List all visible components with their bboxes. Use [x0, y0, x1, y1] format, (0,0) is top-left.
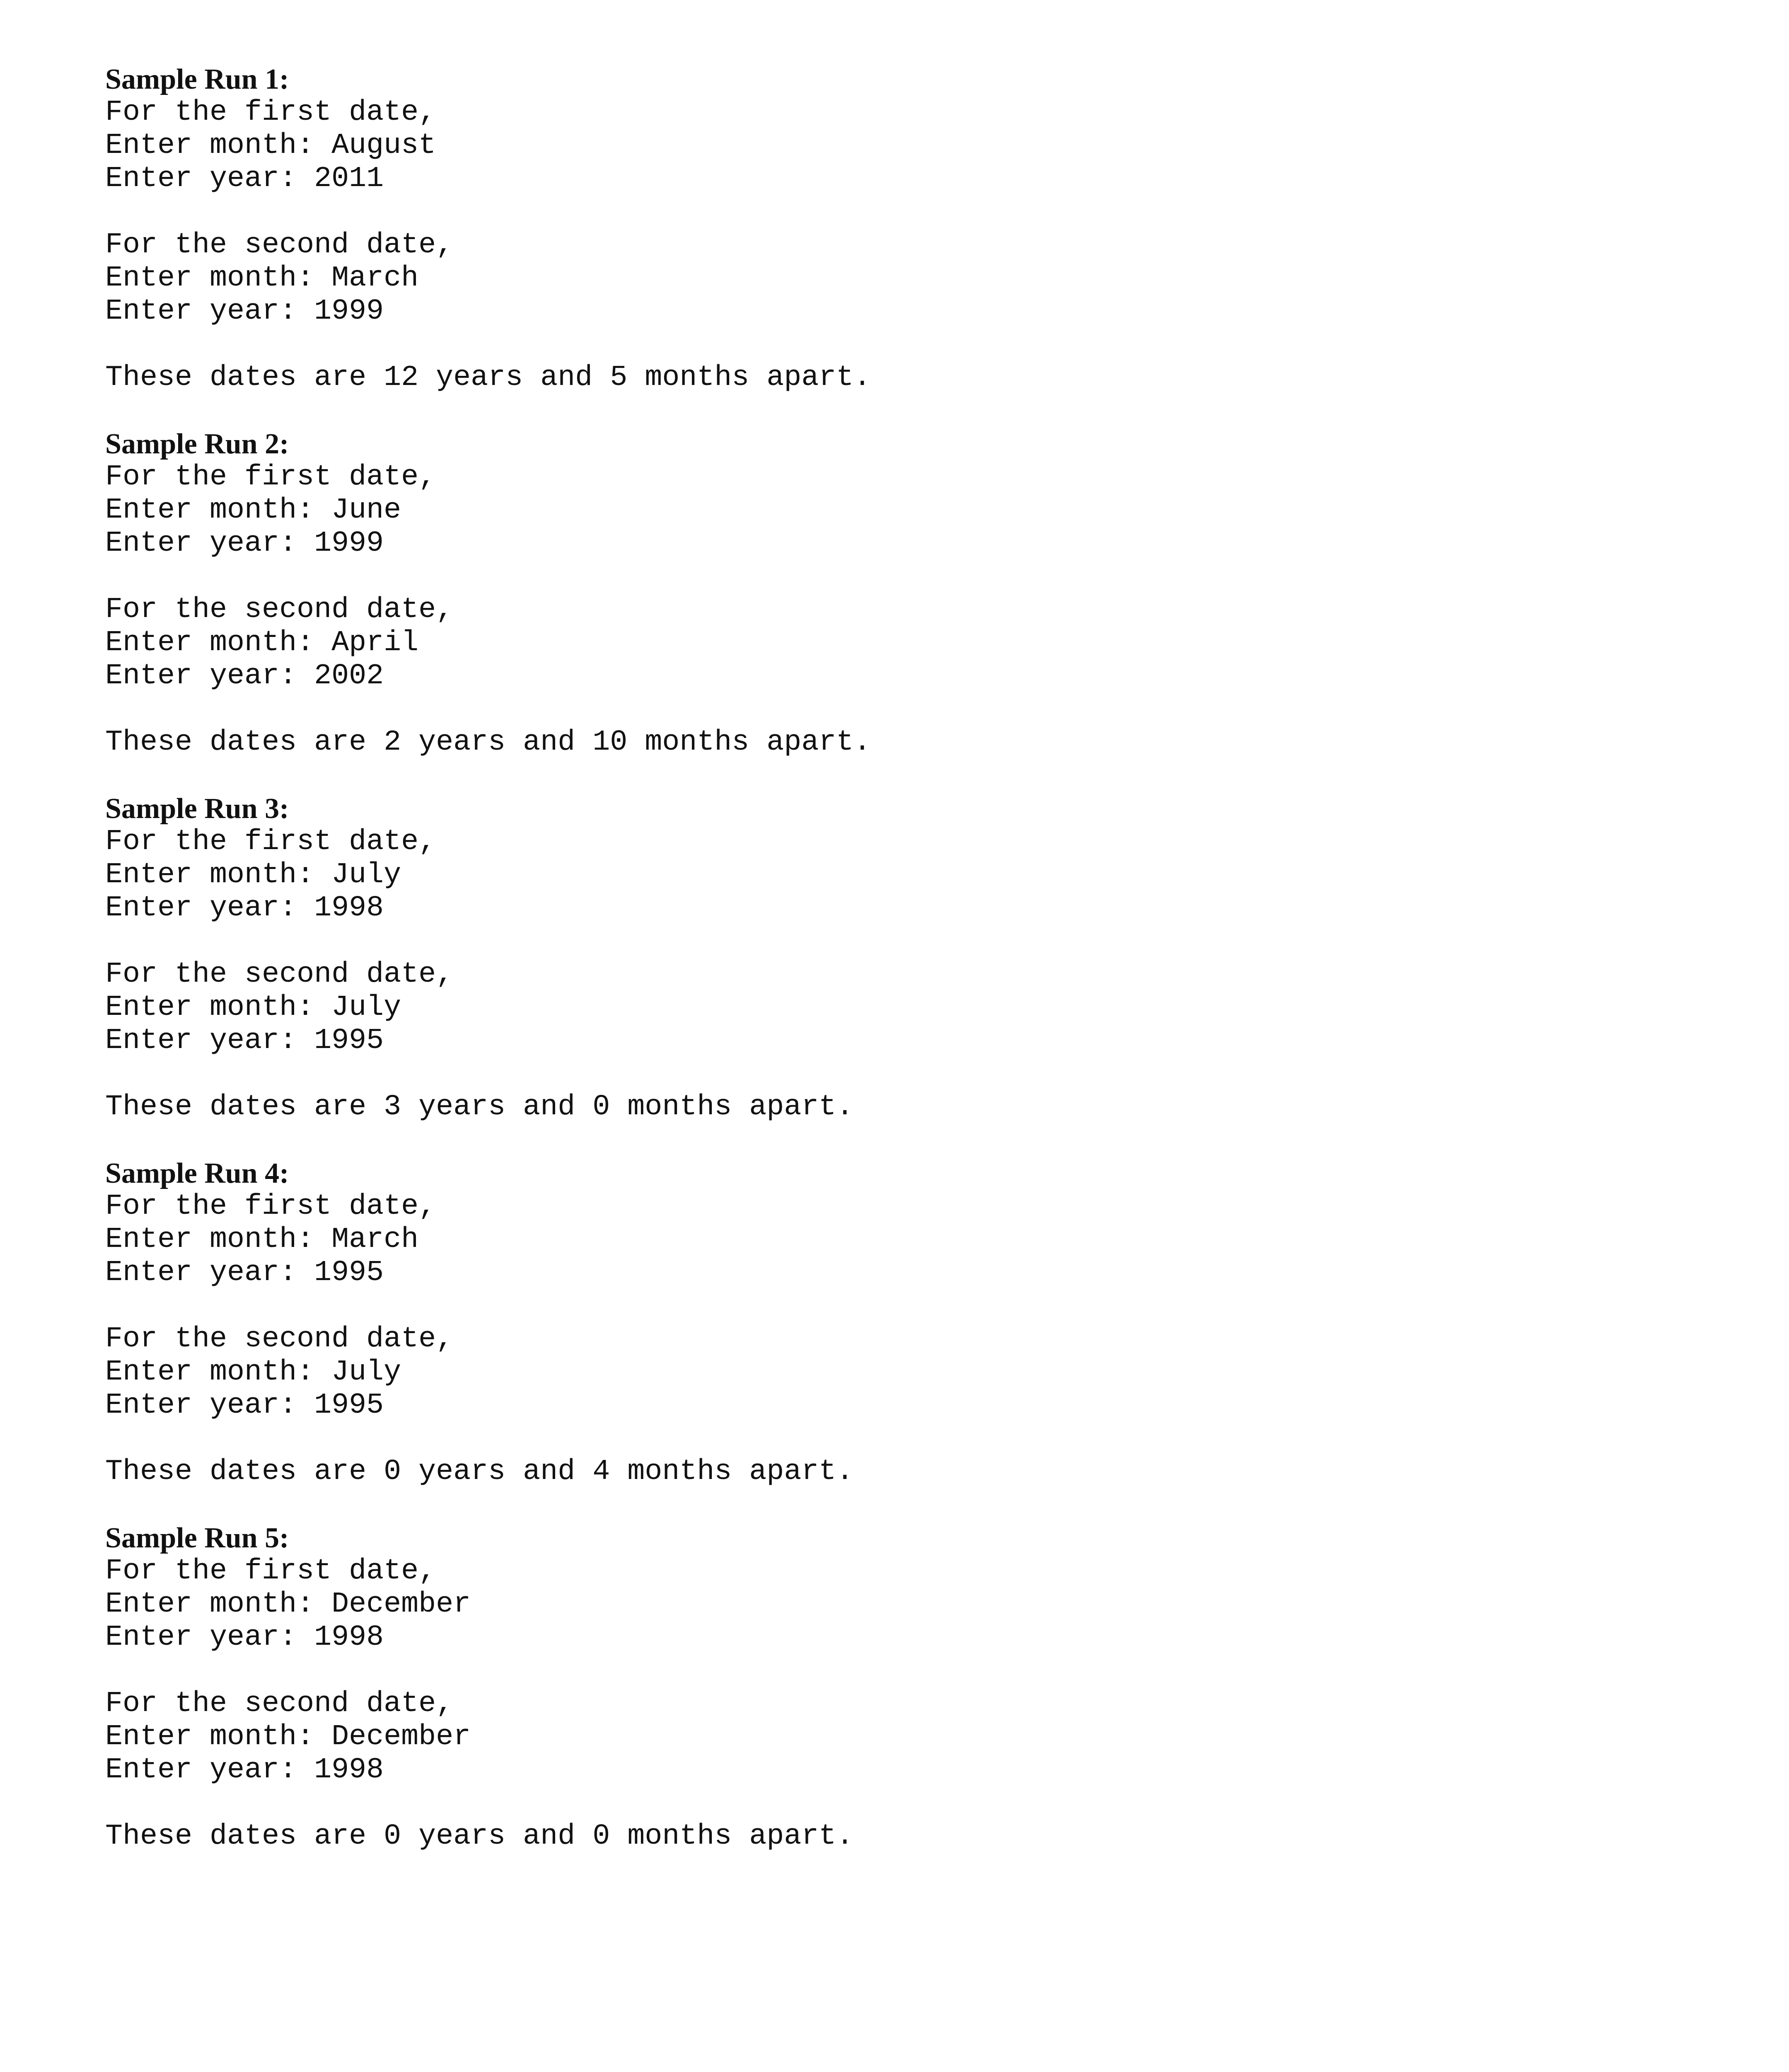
- first-year-line: Enter year: 1998: [105, 1621, 384, 1654]
- first-month-line: Enter month: March: [105, 1223, 419, 1256]
- blank-line: [105, 196, 871, 229]
- first-date-prompt: For the first date,: [105, 96, 436, 129]
- second-year-line: Enter year: 1995: [105, 1024, 384, 1057]
- blank-line: [105, 1787, 853, 1820]
- second-year-line: Enter year: 2002: [105, 660, 384, 692]
- sample-run-heading: Sample Run 1:: [105, 63, 289, 95]
- result-line: These dates are 0 years and 0 months apart.: [105, 1820, 854, 1853]
- second-month-line: Enter month: December: [105, 1721, 471, 1753]
- first-month-line: Enter month: August: [105, 129, 436, 162]
- result-line: These dates are 0 years and 4 months apart.: [105, 1455, 854, 1488]
- second-date-prompt: For the second date,: [105, 593, 454, 626]
- first-year-line: Enter year: 1999: [105, 527, 384, 560]
- blank-line: [105, 560, 871, 593]
- sample-run-heading: Sample Run 3:: [105, 793, 289, 825]
- sample-run-5: [105, 1522, 853, 1853]
- first-date-prompt: For the first date,: [105, 461, 436, 494]
- sample-run-4: [105, 1157, 853, 1489]
- second-year-line: Enter year: 1995: [105, 1389, 384, 1422]
- second-year-line: Enter year: 1999: [105, 295, 384, 328]
- first-month-line: Enter month: December: [105, 1588, 471, 1621]
- first-year-line: Enter year: 1998: [105, 892, 384, 925]
- result-line: These dates are 3 years and 0 months apart.: [105, 1091, 854, 1123]
- first-date-prompt: For the first date,: [105, 825, 436, 858]
- blank-line: [105, 1422, 853, 1455]
- sample-run-heading: Sample Run 5:: [105, 1522, 289, 1554]
- blank-line: [105, 328, 871, 361]
- blank-line: [105, 693, 871, 726]
- first-date-prompt: For the first date,: [105, 1555, 436, 1588]
- first-year-line: Enter year: 2011: [105, 162, 384, 195]
- blank-line: [105, 1058, 853, 1091]
- second-year-line: Enter year: 1998: [105, 1754, 384, 1786]
- second-date-prompt: For the second date,: [105, 1323, 454, 1356]
- blank-line: [105, 1654, 853, 1687]
- blank-line: [105, 1290, 853, 1323]
- first-month-line: Enter month: June: [105, 494, 401, 527]
- second-month-line: Enter month: July: [105, 1356, 401, 1389]
- first-year-line: Enter year: 1995: [105, 1256, 384, 1289]
- second-month-line: Enter month: July: [105, 991, 401, 1024]
- sample-run-heading: Sample Run 4:: [105, 1157, 289, 1189]
- blank-line: [105, 925, 853, 958]
- second-date-prompt: For the second date,: [105, 229, 454, 261]
- first-date-prompt: For the first date,: [105, 1190, 436, 1223]
- second-date-prompt: For the second date,: [105, 958, 454, 991]
- second-month-line: Enter month: April: [105, 627, 419, 659]
- sample-run-1: [105, 63, 871, 395]
- result-line: These dates are 2 years and 10 months apart.: [105, 726, 871, 759]
- sample-run-3: [105, 792, 853, 1124]
- first-month-line: Enter month: July: [105, 859, 401, 891]
- sample-run-2: [105, 428, 871, 759]
- sample-run-heading: Sample Run 2:: [105, 428, 289, 460]
- second-month-line: Enter month: March: [105, 262, 419, 295]
- result-line: These dates are 12 years and 5 months apart.: [105, 361, 871, 394]
- second-date-prompt: For the second date,: [105, 1687, 454, 1720]
